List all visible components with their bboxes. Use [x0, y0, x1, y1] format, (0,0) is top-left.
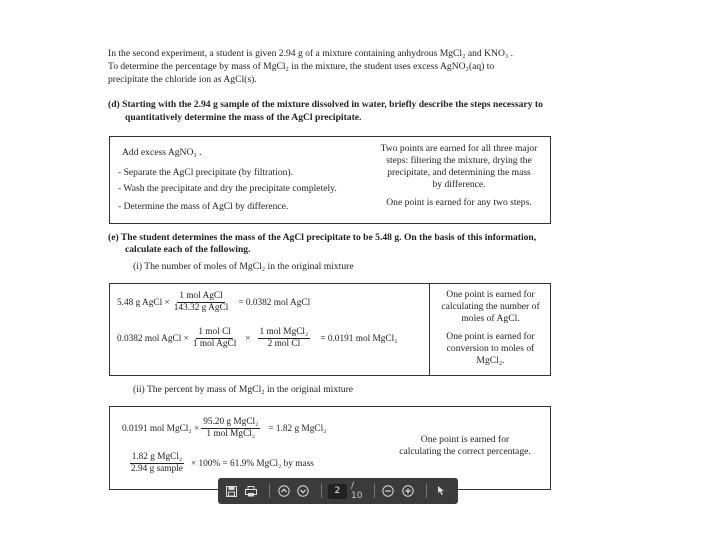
part-e-sub-i: (i) The number of moles of MgCl₂ in the original mixture — [133, 261, 354, 272]
save-icon[interactable] — [224, 483, 239, 499]
part-d-scoring-1: Two points are earned for all three major — [380, 143, 538, 154]
zoom-in-icon[interactable] — [400, 483, 415, 499]
intro-line-1: In the second experiment, a student is given 2.94 g of a mixture containing anhydrous MgCl₂ and KNO₃ . — [108, 48, 514, 59]
pdf-toolbar — [218, 478, 458, 504]
eq1-lead: 5.48 g AgCl × — [117, 297, 170, 308]
eq2-fraction-1 — [191, 327, 238, 350]
part-d-question-2: quantitatively determine the mass of the AgCl precipitate. — [125, 112, 362, 123]
part-d-scoring-4: by difference. — [432, 179, 486, 190]
part-e-i-score-a3: moles of AgCl. — [461, 313, 520, 324]
eq4-numerator: 1.82 g MgCl₂ — [131, 452, 183, 462]
eq1-denominator: 143.32 g AgCl — [173, 303, 229, 313]
eq4-fraction — [129, 452, 185, 475]
eq3-numerator: 95.20 g MgCl₂ — [203, 417, 259, 427]
page-number-input[interactable]: 2 — [328, 484, 347, 499]
eq2-result: = 0.0191 mol MgCl₂ — [320, 333, 398, 344]
eq2-lead: 0.0382 mol AgCl × — [117, 333, 189, 344]
toolbar-separator — [269, 484, 270, 498]
part-e-question-1: (e) The student determines the mass of the AgCl precipitate to be 5.48 g. On the basis of this information, — [108, 232, 537, 243]
page-up-icon[interactable] — [276, 483, 291, 499]
eq4-denominator: 2.94 g sample — [131, 464, 183, 474]
eq2-fraction-2 — [258, 327, 311, 350]
toolbar-separator — [426, 484, 427, 498]
part-e-sub-ii: (ii) The percent by mass of MgCl₂ in the original mixture — [133, 384, 354, 395]
eq2-numerator-1: 1 mol Cl — [198, 327, 231, 337]
part-e-ii-score-2: calculating the correct percentage. — [399, 446, 531, 457]
part-d-step-4: - Determine the mass of AgCl by difference. — [118, 201, 289, 212]
part-d-scoring-5: One point is earned for any two steps. — [386, 197, 532, 208]
toolbar-separator — [321, 484, 322, 498]
part-d-scoring-3: precipitate, and determining the mass — [387, 167, 531, 178]
part-e-i-score-a2: calculating the number of — [441, 301, 540, 312]
part-d-scoring-2: steps: filtering the mixture, drying the — [386, 155, 532, 166]
part-e-ii-score-1: One point is earned for — [420, 434, 510, 445]
eq2-denominator-2: 2 mol Cl — [267, 339, 301, 349]
print-icon[interactable] — [243, 483, 258, 499]
equation-2 — [117, 327, 397, 350]
page-count: / 10 — [350, 481, 363, 501]
equation-1 — [117, 291, 310, 314]
pointer-icon[interactable] — [433, 483, 448, 499]
part-d-step-2: - Separate the AgCl precipitate (by filtration). — [118, 167, 294, 178]
part-d-step-3: - Wash the precipitate and dry the precipitate completely. — [118, 183, 337, 194]
page-down-icon[interactable] — [295, 483, 310, 499]
eq2-numerator-2: 1 mol MgCl₂ — [259, 327, 309, 337]
part-e-i-score-b3: MgCl₂. — [476, 355, 505, 366]
part-e-i-score-b1: One point is earned for — [446, 331, 535, 342]
eq3-lead: 0.0191 mol MgCl₂ × — [122, 423, 200, 434]
part-e-i-score-a1: One point is earned for — [446, 289, 535, 300]
part-e-i-score-b2: conversion to moles of — [446, 343, 535, 354]
eq4-result: × 100% = 61.9% MgCl₂ by mass — [190, 458, 314, 469]
eq1-numerator: 1 mol AgCl — [179, 291, 223, 301]
part-d-step-1: Add excess AgNO₃ . — [122, 147, 202, 158]
eq2-denominator-1: 1 mol AgCl — [192, 339, 237, 349]
eq1-result: = 0.0382 mol AgCl — [238, 297, 311, 308]
equation-3 — [122, 417, 326, 440]
part-e-question-2: calculate each of the following. — [125, 244, 251, 255]
eq3-result: = 1.82 g MgCl₂ — [268, 423, 327, 434]
equation-4 — [127, 452, 314, 475]
eq3-denominator: 1 mol MgCl₂ — [206, 429, 256, 439]
zoom-out-icon[interactable] — [381, 483, 396, 499]
part-d-question-1: (d) Starting with the 2.94 g sample of the mixture dissolved in water, briefly describe the steps necessary to — [108, 99, 543, 110]
eq2-times-sign: × — [245, 333, 251, 344]
intro-line-2: To determine the percentage by mass of MgCl₂ in the mixture, the student uses excess AgNO₃(aq) to — [108, 61, 495, 72]
toolbar-separator — [374, 484, 375, 498]
eq1-fraction — [172, 291, 231, 314]
intro-line-3: precipitate the chloride ion as AgCl(s). — [108, 74, 257, 85]
eq3-fraction — [201, 417, 260, 440]
